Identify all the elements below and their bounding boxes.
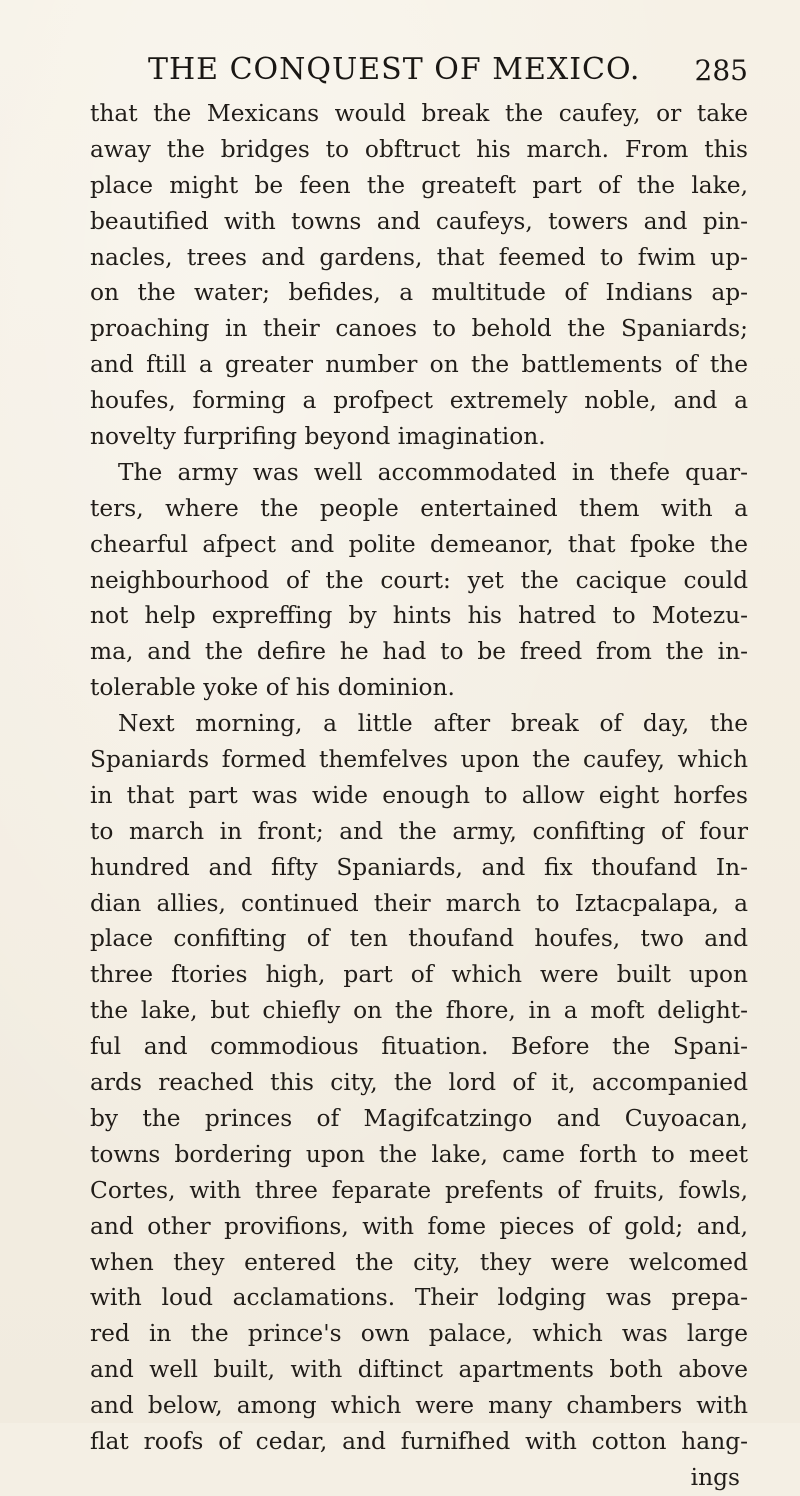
text-line: proaching in their canoes to behold the Spaniards; bbox=[90, 315, 748, 343]
text-line: ma, and the defire he had to be freed from the in- bbox=[90, 638, 748, 666]
text-line: chearful afpect and polite demeanor, that fpoke the bbox=[90, 530, 748, 558]
catchword-line bbox=[90, 1460, 748, 1496]
catchword: ings bbox=[690, 1463, 740, 1491]
text-line: towns bordering upon the lake, came forth to meet bbox=[90, 1140, 748, 1168]
text-line: with loud acclamations. Their lodging was prepa- bbox=[90, 1284, 748, 1312]
text-line: on the water; befides, a multitude of Indians ap- bbox=[90, 279, 748, 307]
text-line: and well built, with diftinct apartments both above bbox=[90, 1356, 748, 1384]
running-head bbox=[90, 52, 748, 92]
text-line: beautified with towns and caufeys, towers and pin- bbox=[90, 207, 748, 235]
text-line: red in the prince's own palace, which was large bbox=[90, 1320, 748, 1348]
text-line: novelty furprifing beyond imagination. bbox=[90, 423, 546, 451]
text-line: ards reached this city, the lord of it, accompanied bbox=[90, 1069, 748, 1097]
text-line: three ftories high, part of which were built upon bbox=[90, 961, 748, 989]
text-line: hundred and fifty Spaniards, and fix thoufand In- bbox=[90, 853, 748, 881]
text-line: Spaniards formed themfelves upon the caufey, which bbox=[90, 746, 748, 774]
page-number: 285 bbox=[694, 54, 748, 87]
text-line: place confifting of ten thoufand houfes, two and bbox=[90, 925, 748, 953]
text-line: that the Mexicans would break the caufey, or take bbox=[90, 100, 748, 127]
text-line: The army was well accommodated in thefe quar- bbox=[118, 458, 748, 486]
text-line: and other provifions, with fome pieces of gold; and, bbox=[90, 1212, 748, 1240]
running-title: THE CONQUEST OF MEXICO. bbox=[148, 52, 641, 87]
text-line: away the bridges to obftruct his march. From this bbox=[90, 135, 748, 163]
text-line: neighbourhood of the court: yet the cacique could bbox=[90, 566, 748, 594]
text-line: ful and commodious fituation. Before the Spani- bbox=[90, 1033, 748, 1061]
text-line: in that part was wide enough to allow eight horfes bbox=[90, 781, 748, 809]
text-line: Cortes, with three feparate prefents of fruits, fowls, bbox=[90, 1176, 748, 1204]
text-line: to march in front; and the army, confifting of four bbox=[90, 817, 748, 845]
text-line: houfes, forming a profpect extremely noble, and a bbox=[90, 387, 748, 415]
body-text bbox=[90, 96, 748, 1496]
text-line: Next morning, a little after break of day, the bbox=[118, 710, 748, 738]
text-line: ters, where the people entertained them with a bbox=[90, 494, 748, 522]
text-line: dian allies, continued their march to Iztacpalapa, a bbox=[90, 889, 748, 917]
text-line: tolerable yoke of his dominion. bbox=[90, 674, 455, 702]
text-line: not help expreffing by hints his hatred to Motezu- bbox=[90, 602, 748, 630]
text-line: the lake, but chiefly on the fhore, in a moft delight- bbox=[90, 997, 748, 1025]
text-line: nacles, trees and gardens, that feemed to fwim up- bbox=[90, 243, 748, 271]
text-line: place might be feen the greateft part of the lake, bbox=[90, 171, 748, 199]
text-line: flat roofs of cedar, and furnifhed with cotton hang- bbox=[90, 1427, 748, 1455]
text-line: and ftill a greater number on the battlements of the bbox=[90, 351, 748, 379]
text-line: by the princes of Magifcatzingo and Cuyoacan, bbox=[90, 1104, 748, 1132]
text-line: when they entered the city, they were welcomed bbox=[90, 1248, 748, 1276]
text-line: and below, among which were many chambers with bbox=[90, 1392, 748, 1420]
